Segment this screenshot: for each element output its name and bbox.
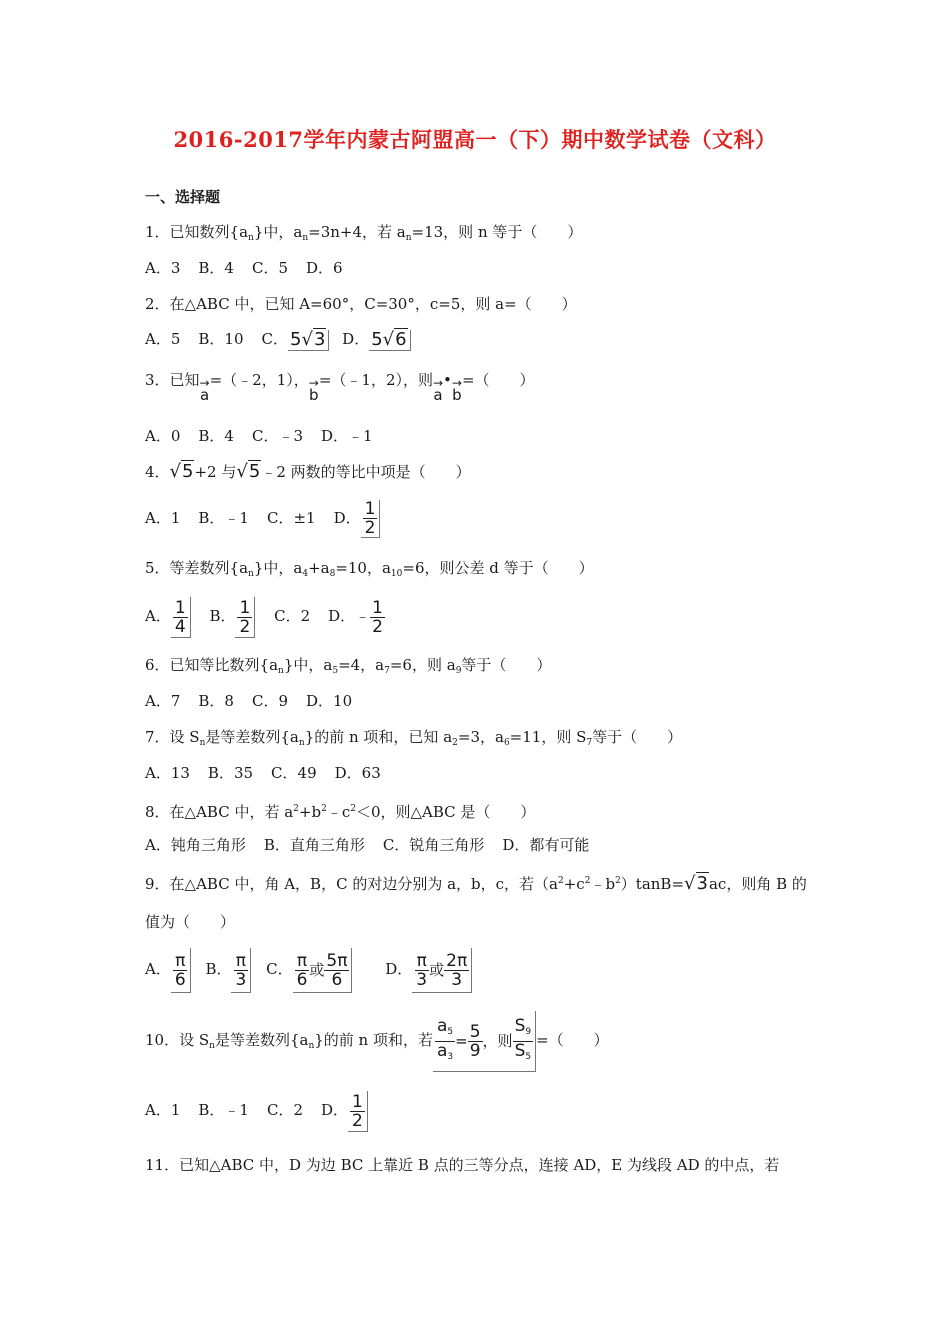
page-title: 2016-2017学年内蒙古阿盟高一（下）期中数学试卷（文科）	[173, 127, 777, 152]
option-d-formula: 5√6	[369, 330, 410, 351]
option-d: D．	[342, 330, 370, 348]
question-9: 9．在△ABC 中，角 A，B，C 的对边分别为 a，b，c，若$(a^2+c^2﹣b^2)\tan B=√3ac$，则角 B 的	[145, 873, 807, 894]
option-c: C．﹣3	[251, 427, 303, 445]
question-2: 2．在△ABC 中，已知 A=60°，C=30°，c=5，则 a=（ ）	[145, 295, 577, 313]
option-d: D．	[385, 960, 413, 978]
option-c: C．±1	[266, 509, 316, 527]
option-c-formula: 5√3	[288, 330, 329, 351]
question-9-line2: 值为（ ）	[145, 913, 236, 931]
option-b: B．	[205, 960, 232, 978]
options-7	[145, 763, 399, 783]
option-b: B．4	[198, 259, 234, 277]
option-a: A．1	[145, 509, 181, 527]
option-c: C．49	[271, 764, 317, 782]
option-c: C．5	[251, 259, 288, 277]
option-b: B．4	[198, 427, 234, 445]
option-a: A．13	[145, 764, 190, 782]
option-d: D．﹣	[328, 607, 371, 625]
question-4: 4．√5+2 与√5﹣2 两数的等比中项是（ ）	[145, 461, 471, 482]
option-a: A．1	[145, 1101, 181, 1119]
option-d: D．63	[334, 764, 381, 782]
option-a: A．	[145, 607, 171, 625]
question-1: 1．已知数列$\{a_n\}$中，$a_n=3n+4$，若 $a_n=13$，则 n 等于（ ）	[145, 223, 583, 243]
options-2	[145, 329, 411, 351]
question-10-formula: $\frac{a_5}{a_3}$ = $\frac{5}{9}$ ，则 $\frac{S_9}{S_5}$	[433, 1011, 536, 1072]
option-a: A．5	[145, 330, 181, 348]
option-d: D．	[333, 509, 361, 527]
option-b: B．10	[198, 330, 244, 348]
option-a: A．3	[145, 259, 181, 277]
options-6	[145, 691, 370, 711]
question-5: 5．等差数列$\{a_n\}$中，$a_4+a_8=10$，$a_{10}=6$，则公差 d 等于（ ）	[145, 559, 594, 579]
option-b: B．直角三角形	[263, 836, 365, 854]
vector-b: → b	[308, 376, 319, 404]
option-c: C．	[261, 330, 288, 348]
vector-a: → a	[199, 376, 210, 404]
options-8	[145, 835, 607, 855]
option-a: A．0	[145, 427, 181, 445]
options-1	[145, 258, 361, 278]
option-b: B．﹣1	[198, 509, 249, 527]
question-6: 6．已知等比数列$\{a_n\}$中，$a_5=4$，$a_7=6$，则 $a_9$等于（ ）	[145, 656, 552, 676]
question-3: 3．已知 → a =（﹣2，1）， → b =（﹣1，2），则 → a • → b =（ ）	[145, 371, 535, 404]
option-b: B．8	[198, 692, 234, 710]
question-7: 7．设 $S_n$是等差数列$\{a_n\}$的前 n 项和，已知 $a_2=3$，$a_6=11$，则 $S_7$等于（ ）	[145, 728, 683, 748]
option-a: A．	[145, 960, 171, 978]
option-d: D．都有可能	[502, 836, 590, 854]
section-heading: 一、选择题	[145, 188, 221, 206]
option-a: A．钝角三角形	[145, 836, 246, 854]
option-c: C．9	[251, 692, 288, 710]
options-10: A．1 B．﹣1 C．2 D． $\frac{1}{2}$	[145, 1090, 368, 1132]
option-a: A．7	[145, 692, 181, 710]
option-c: C．锐角三角形	[382, 836, 485, 854]
option-b: B．	[209, 607, 236, 625]
option-b: B．﹣1	[198, 1101, 249, 1119]
option-d: D．10	[306, 692, 353, 710]
option-c: C．	[266, 960, 293, 978]
question-11: 11．已知△ABC 中，D 为边 BC 上靠近 B 点的三等分点，连接 AD，E 为线段 AD 的中点，若	[145, 1156, 780, 1174]
options-4: A．1 B．﹣1 C．±1 D． $\frac{1}{2}$	[145, 500, 380, 538]
question-10: 10．设 $S_n$是等差数列$\{a_n\}$的前 n 项和，若 $\frac{a_5}{a_3}$ = $\frac{5}{9}$ ，则 $\frac{S_9}{S_5}$ =（ ）	[145, 1010, 609, 1076]
option-c: C．2	[266, 1101, 303, 1119]
options-5: A． $\frac{1}{4}$ B． $\frac{1}{2}$ C．2 D．﹣ $\frac{1}{2}$	[145, 597, 383, 637]
option-d: D．	[321, 1101, 349, 1119]
option-b: B．35	[207, 764, 254, 782]
question-8: 8．在△ABC 中，若 $a^2+b^2﹣c^2<0$，则△ABC 是（ ）	[145, 803, 536, 821]
option-c: C．2	[274, 607, 311, 625]
option-d: D．6	[306, 259, 343, 277]
option-d: D．﹣1	[321, 427, 373, 445]
options-3	[145, 426, 391, 446]
options-9: A． $\frac{\pi}{6}$ B． $\frac{\pi}{3}$ C． $\frac{\pi}{6}$ 或 $\frac{5\pi}{6}$ D． $\frac{\pi}{3}$ 或 $\frac{2\pi}{3}$	[145, 947, 472, 993]
